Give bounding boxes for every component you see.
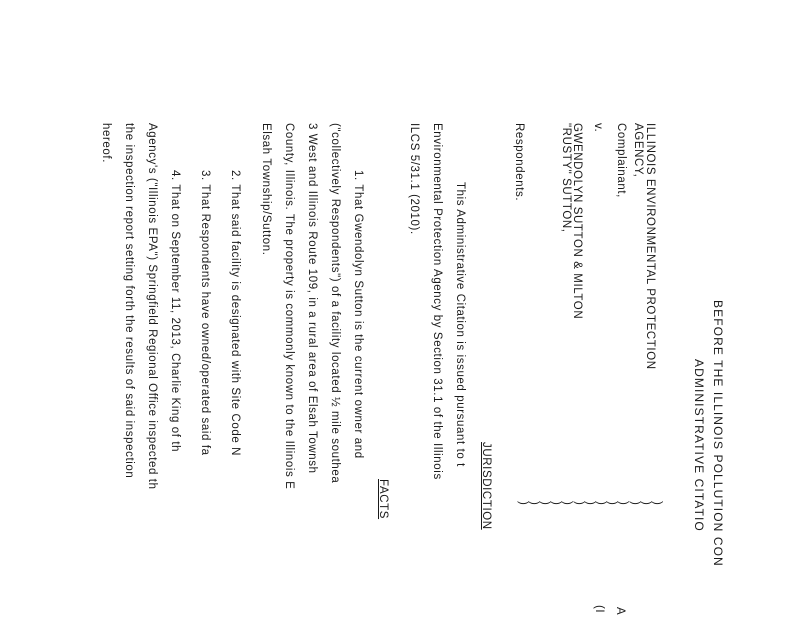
respondent-name-line-2: "RUSTY" SUTTON, — [560, 123, 572, 233]
caption-bracket: ) — [527, 501, 540, 506]
caption-bracket: ) — [583, 501, 596, 506]
facts-line: hereof. — [100, 123, 112, 164]
case-type-fragment: (I — [593, 605, 605, 614]
caption-bracket: ) — [639, 501, 652, 506]
facts-line: Agency's ("Illinois EPA") Springfield Regional Office inspected th — [146, 123, 158, 490]
facts-line: 3. That Respondents have owned/operated said fa — [199, 170, 211, 456]
caption-bracket: ) — [651, 501, 663, 506]
facts-line: 4. That on September 11, 2013, Charlie King of th — [169, 170, 181, 453]
complainant-name-line-1: ILLINOIS ENVIRONMENTAL PROTECTION — [644, 123, 656, 370]
caption-bracket: ) — [561, 501, 574, 506]
jurisdiction-line-1: This Administrative Citation is issued pursuant to t — [454, 182, 466, 467]
versus-label: v. — [592, 123, 604, 133]
caption-bracket: ) — [550, 501, 563, 506]
facts-line: ("collectively Respondents") of a facility located ½ mile southea — [329, 123, 341, 484]
case-number-fragment: A — [614, 607, 626, 616]
caption-bracket: ) — [539, 501, 551, 506]
facts-line: 3 West and Illinois Route 109, in a rural area of Elsah Townsh — [306, 123, 318, 474]
title-line-2: ADMINISTRATIVE CITATIO — [692, 359, 706, 532]
facts-line: Elsah Township/Sutton. — [260, 123, 272, 256]
complainant-name-line-2: AGENCY, — [632, 123, 644, 178]
complainant-role: Complainant, — [615, 123, 627, 198]
caption-bracket: ) — [595, 501, 607, 506]
facts-line: County, Illinois. The property is commonly known to the Illinois E — [283, 123, 295, 490]
respondent-role: Respondents. — [513, 123, 525, 202]
facts-heading: FACTS — [377, 479, 389, 520]
caption-bracket: ) — [606, 501, 619, 506]
facts-line: 2. That said facility is designated with Site Code N — [229, 170, 241, 457]
respondent-name-line-1: GWENDOLYN SUTTON & MILTON — [571, 123, 583, 320]
jurisdiction-line-2: Environmental Protection Agency by Section 31.1 of the Illinois — [431, 123, 443, 480]
facts-line: 1. That Gwendolyn Sutton is the current owner and — [352, 170, 364, 459]
jurisdiction-heading: JURISDICTION — [480, 442, 492, 530]
facts-line: the inspection report setting forth the results of said inspection — [123, 123, 135, 479]
title-line-1: BEFORE THE ILLINOIS POLLUTION CON — [711, 300, 725, 567]
caption-bracket: ) — [628, 501, 641, 506]
jurisdiction-line-3: ILCS 5/31.1 (2010). — [408, 123, 420, 235]
caption-bracket: ) — [617, 501, 630, 506]
caption-bracket: ) — [572, 501, 585, 506]
caption-bracket: ) — [516, 501, 529, 506]
